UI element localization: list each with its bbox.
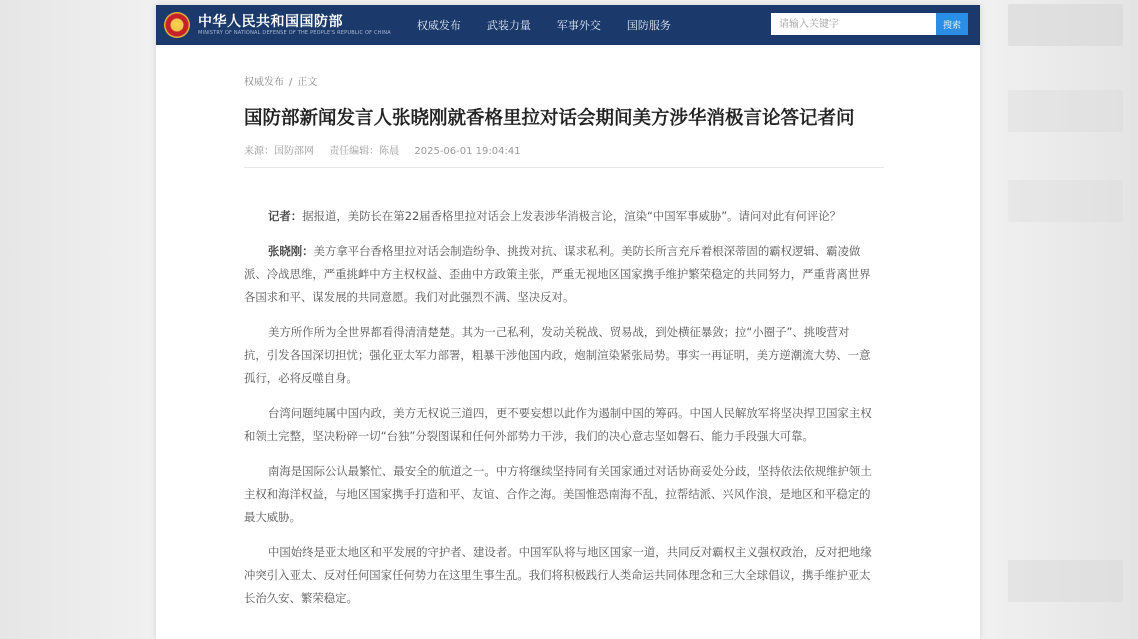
breadcrumb-home-link[interactable]: 权威发布 bbox=[244, 77, 284, 88]
site-title[interactable]: 中华人民共和国国防部 bbox=[198, 13, 343, 30]
article-source: 来源：国防部网 bbox=[244, 146, 314, 157]
article-paragraph bbox=[244, 460, 872, 529]
site-brand[interactable] bbox=[198, 14, 391, 37]
divider bbox=[244, 167, 884, 168]
breadcrumb-separator: / bbox=[289, 77, 293, 88]
paragraph-text: 南海是国际公认最繁忙、最安全的航道之一。中方将继续坚持同有关国家通过对话协商妥处分歧，坚持依法依规维护领土主权和海洋权益，与地区国家携手打造和平、友谊、合作之海。美国惟恐南海不乱，拉帮结派、兴风作浪，是地区和平稳定的最大威胁。 bbox=[244, 464, 872, 524]
article-container bbox=[244, 73, 884, 622]
breadcrumb bbox=[244, 73, 884, 88]
nav-item-military-diplomacy[interactable]: 军事外交 bbox=[556, 19, 601, 32]
article-paragraph bbox=[244, 321, 872, 390]
nav-item-armed-forces[interactable]: 武装力量 bbox=[486, 19, 531, 32]
search-box bbox=[771, 13, 968, 35]
main-nav bbox=[417, 17, 697, 33]
article-datetime: 2025-06-01 19:04:41 bbox=[414, 146, 521, 157]
national-emblem-icon[interactable]: ★ bbox=[164, 12, 190, 38]
web-page bbox=[156, 5, 980, 639]
paragraph-text: 据报道，美防长在第22届香格里拉对话会上发表涉华消极言论，渲染“中国军事威胁”。请问对此有何评论？ bbox=[302, 209, 842, 223]
nav-item-defense-services[interactable]: 国防服务 bbox=[626, 19, 671, 32]
search-button[interactable]: 搜索 bbox=[936, 13, 968, 35]
article-title: 国防部新闻发言人张晓刚就香格里拉对话会期间美方涉华消极言论答记者问 bbox=[244, 108, 855, 129]
article-meta bbox=[244, 142, 884, 157]
background-decor bbox=[988, 0, 1138, 639]
speaker-label: 记者： bbox=[268, 209, 303, 223]
paragraph-text: 美方拿平台香格里拉对话会制造纷争、挑拨对抗、谋求私利。美防长所言充斥着根深蒂固的霸权逻辑、霸凌做派、冷战思维，严重挑衅中方主权权益、歪曲中方政策主张，严重无视地区国家携手维护繁荣稳定的共同努力，严重背离世界各国求和平、谋发展的共同意愿。我们对此强烈不满、坚决反对。 bbox=[244, 244, 871, 304]
paragraph-text: 台湾问题纯属中国内政，美方无权说三道四，更不要妄想以此作为遏制中国的筹码。中国人民解放军将坚决捍卫国家主权和领土完整，坚决粉碎一切“台独”分裂图谋和任何外部势力干涉，我们的决心意志坚如磐石、能力手段强大可靠。 bbox=[244, 406, 872, 443]
article-editor: 责任编辑：陈晨 bbox=[329, 146, 400, 157]
paragraph-text: 中国始终是亚太地区和平发展的守护者、建设者。中国军队将与地区国家一道，共同反对霸权主义强权政治，反对把地缘冲突引入亚太、反对任何国家任何势力在这里生事生乱。我们将积极践行人类命运共同体理念和三大全球倡议，携手维护亚太长治久安、繁荣稳定。 bbox=[244, 545, 872, 605]
site-subtitle: MINISTRY OF NATIONAL DEFENSE OF THE PEOPLE'S REPUBLIC OF CHINA bbox=[198, 29, 391, 36]
article-body bbox=[244, 205, 884, 610]
site-header bbox=[156, 5, 980, 45]
speaker-label: 张晓刚： bbox=[268, 244, 314, 258]
search-input[interactable] bbox=[771, 13, 936, 35]
article-paragraph bbox=[244, 240, 872, 309]
nav-item-authority-release[interactable]: 权威发布 bbox=[416, 19, 461, 32]
article-paragraph bbox=[244, 205, 872, 228]
article-paragraph bbox=[244, 402, 872, 448]
paragraph-text: 美方所作所为全世界都看得清清楚楚。其为一己私利，发动关税战、贸易战，到处横征暴敛；拉“小圈子”、挑唆营对抗，引发各国深切担忧；强化亚太军力部署，粗暴干涉他国内政，炮制渲染紧张局势。事实一再证明，美方逆潮流大势、一意孤行，必将反噬自身。 bbox=[244, 325, 871, 385]
breadcrumb-current: 正文 bbox=[297, 77, 318, 88]
article-paragraph bbox=[244, 541, 872, 610]
